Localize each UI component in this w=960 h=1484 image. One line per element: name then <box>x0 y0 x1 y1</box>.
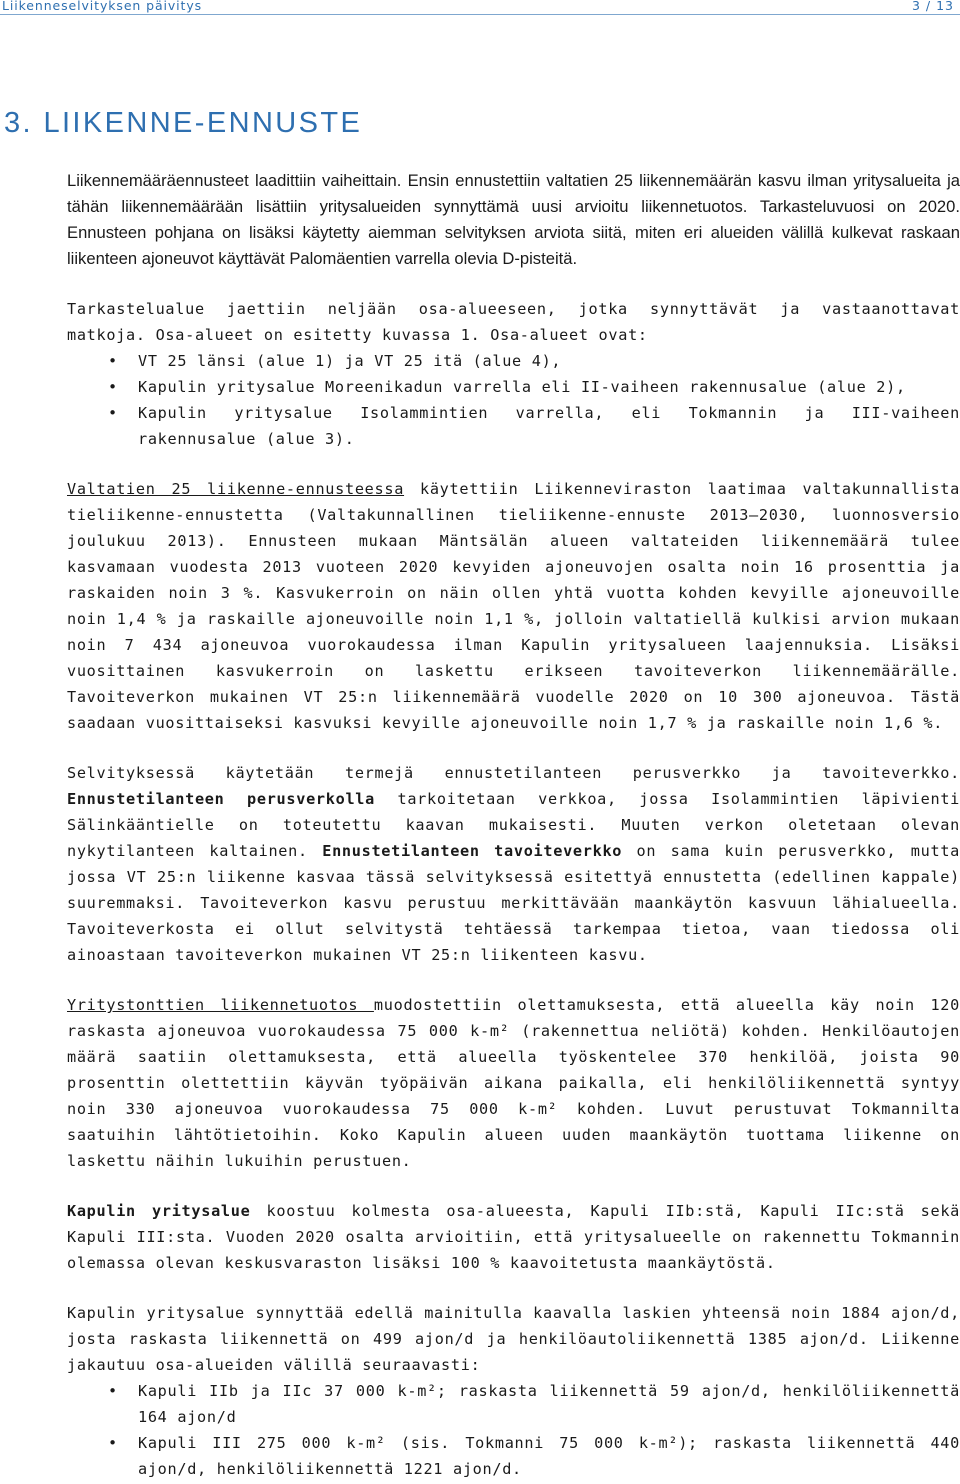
network-paragraph: Selvityksessä käytetään termejä ennustetilanteen perusverkko ja tavoiteverkko. Ennustetilanteen perusverkolla tarkoitetaan verkkoa, jossa Isolammintien läpivienti Sälinkääntielle on toteutettu kaavan mukaisesti. Muuten verkon oletetaan olevan nykytilanteen kaltainen. Ennustetilanteen tavoiteverkko on sama kuin perusverkko, mutta jossa VT 25:n liikenne kasvaa tässä selvityksessä esitettyä ennustetta (edellinen kappale) suuremmaksi. Tavoiteverkon kasvu perustuu merkittävään maankäytön kasvuun lähialueella. Tavoiteverkosta ei ollut selvitystä tehtäessä tarkempaa tietoa, vaan tiedossa oli ainoastaan tavoiteverkon mukainen VT 25:n liikenteen kasvu. <box>67 764 960 964</box>
sub-areas-section <box>67 296 960 452</box>
forecast-paragraph: Valtatien 25 liikenne-ennusteessa käytettiin Liikenneviraston laatimaa valtakunnallista tieliikenne-ennustetta (Valtakunnallinen tieliikenne-ennuste 2013–2030, luonnosversio joulukuu 2013). Ennusteen mukaan Mäntsälän alueen valtateiden liikennemäärä tulee kasvamaan vuodesta 2013 vuoteen 2020 kevyiden ajoneuvojen osalta noin 16 prosenttia ja raskaiden noin 3 %. Kasvukerroin on näin ollen yhtä vuotta kohden kevyille ajoneuvoille noin 1,4 % ja raskaille ajoneuvoille noin 1,1 %, jolloin valtatiellä kulkisi arvion mukaan noin 7 434 ajoneuvoa vuorokaudessa ilman Kapulin yritysalueen laajennuksia. Lisäksi vuosittainen kasvukerroin on laskettu erikseen tavoiteverkon liikennemäärälle. Tavoiteverkon mukainen VT 25:n liikennemäärä vuodelle 2020 on 10 300 ajoneuvoa. Tästä saadaan vuosittaiseksi kasvuksi kevyille ajoneuvoille noin 1,7 % ja raskaille noin 1,6 %. <box>67 480 960 732</box>
traffic-split-paragraph: Kapulin yritysalue synnyttää edellä mainitulla kaavalla laskien yhteensä noin 1884 ajon/d, josta raskasta liikennettä on 499 ajon/d ja henkilöautoliikennettä 1385 ajon/d. Liikenne jakautuu osa-alueiden välillä seuraavasti: <box>67 1304 960 1374</box>
traffic-split-list <box>67 1378 960 1482</box>
bullet-icon: • <box>108 1382 118 1400</box>
bullet-icon: • <box>108 378 118 396</box>
intro-paragraph: Liikennemääräennusteet laadittiin vaiheittain. Ensin ennustettiin valtatien 25 liikennemäärän kasvu ilman yritysalueita ja tähän liikennemäärään lisättiin yritysalueiden synnyttämä uusi arvioitu liikennetuotos. Tarkasteluvuosi on 2020. Ennusteen pohjana on lisäksi käytetty aiemman selvityksen arviota siitä, miten eri alueiden välillä kulkevat raskaan liikenteen ajoneuvot käyttävät Palomäentien varrella olevia D-pisteitä. <box>67 171 960 268</box>
list-item: • Kapulin yritysalue Isolammintien varrella, eli Tokmannin ja III-vaiheen rakennusalue (alue 3). <box>67 400 960 452</box>
bullet-icon: • <box>108 352 118 370</box>
target-network-term: Ennustetilanteen tavoiteverkko <box>322 842 623 860</box>
trip-generation-term: Yritystonttien liikennetuotos <box>67 996 374 1014</box>
page-header <box>0 0 960 15</box>
business-area-term: Kapulin yritysalue <box>67 1202 251 1220</box>
document-body <box>67 168 960 1482</box>
list-item: • VT 25 länsi (alue 1) ja VT 25 itä (alue 4), <box>67 348 960 374</box>
business-area-paragraph: Kapulin yritysalue koostuu kolmesta osa-alueesta, Kapuli IIb:stä, Kapuli IIc:stä sekä Kapuli III:sta. Vuoden 2020 osalta arvioitiin, että yritysalueelle on rakennettu Tokmannin olemassa olevan keskusvaraston lisäksi 100 % kaavoitetusta maankäytöstä. <box>67 1202 960 1272</box>
sub-areas-list <box>67 348 960 452</box>
sub-areas-paragraph: Tarkastelualue jaettiin neljään osa-alueeseen, jotka synnyttävät ja vastaanottavat matkoja. Osa-alueet on esitetty kuvassa 1. Osa-alueet ovat: <box>67 300 960 344</box>
document-title: Liikenneselvityksen päivitys <box>2 0 203 13</box>
trip-generation-paragraph: Yritystonttien liikennetuotos muodostettiin olettamuksesta, että alueella käy noin 120 raskasta ajoneuvoa vuorokaudessa 75 000 k-m² (rakennettua neliötä) kohden. Henkilöautojen määrä saatiin olettamuksesta, että alueella työskentelee 370 henkilöä, joista 90 prosenttin olettettiin käyvän työpäivän aikana paikalla, eli henkilöliikennettä syntyy noin 330 ajoneuvoa vuorokaudessa 75 000 k-m² kohden. Luvut perustuvat Tokmannilta saatuihin lähtötietoihin. Koko Kapulin alueen uuden maankäytön tuottama liikenne on laskettu näihin lukuihin perustuen. <box>67 996 960 1170</box>
list-item: • Kapuli IIb ja IIc 37 000 k-m²; raskasta liikennettä 59 ajon/d, henkilöliikennettä 164 ajon/d <box>67 1378 960 1430</box>
bullet-icon: • <box>108 404 118 422</box>
traffic-split-section <box>67 1300 960 1482</box>
page-number: 3 / 13 <box>911 0 954 13</box>
list-item: • Kapulin yritysalue Moreenikadun varrella eli II-vaiheen rakennusalue (alue 2), <box>67 374 960 400</box>
forecast-term: Valtatien 25 liikenne-ennusteessa <box>67 480 405 498</box>
bullet-icon: • <box>108 1434 118 1452</box>
list-item: • Kapuli III 275 000 k-m² (sis. Tokmanni 75 000 k-m²); raskasta liikennettä 440 ajon/d, henkilöliikennettä 1221 ajon/d. <box>67 1430 960 1482</box>
section-heading: 3. LIIKENNE-ENNUSTE <box>4 107 363 139</box>
base-network-term: Ennustetilanteen perusverkolla <box>67 790 375 808</box>
